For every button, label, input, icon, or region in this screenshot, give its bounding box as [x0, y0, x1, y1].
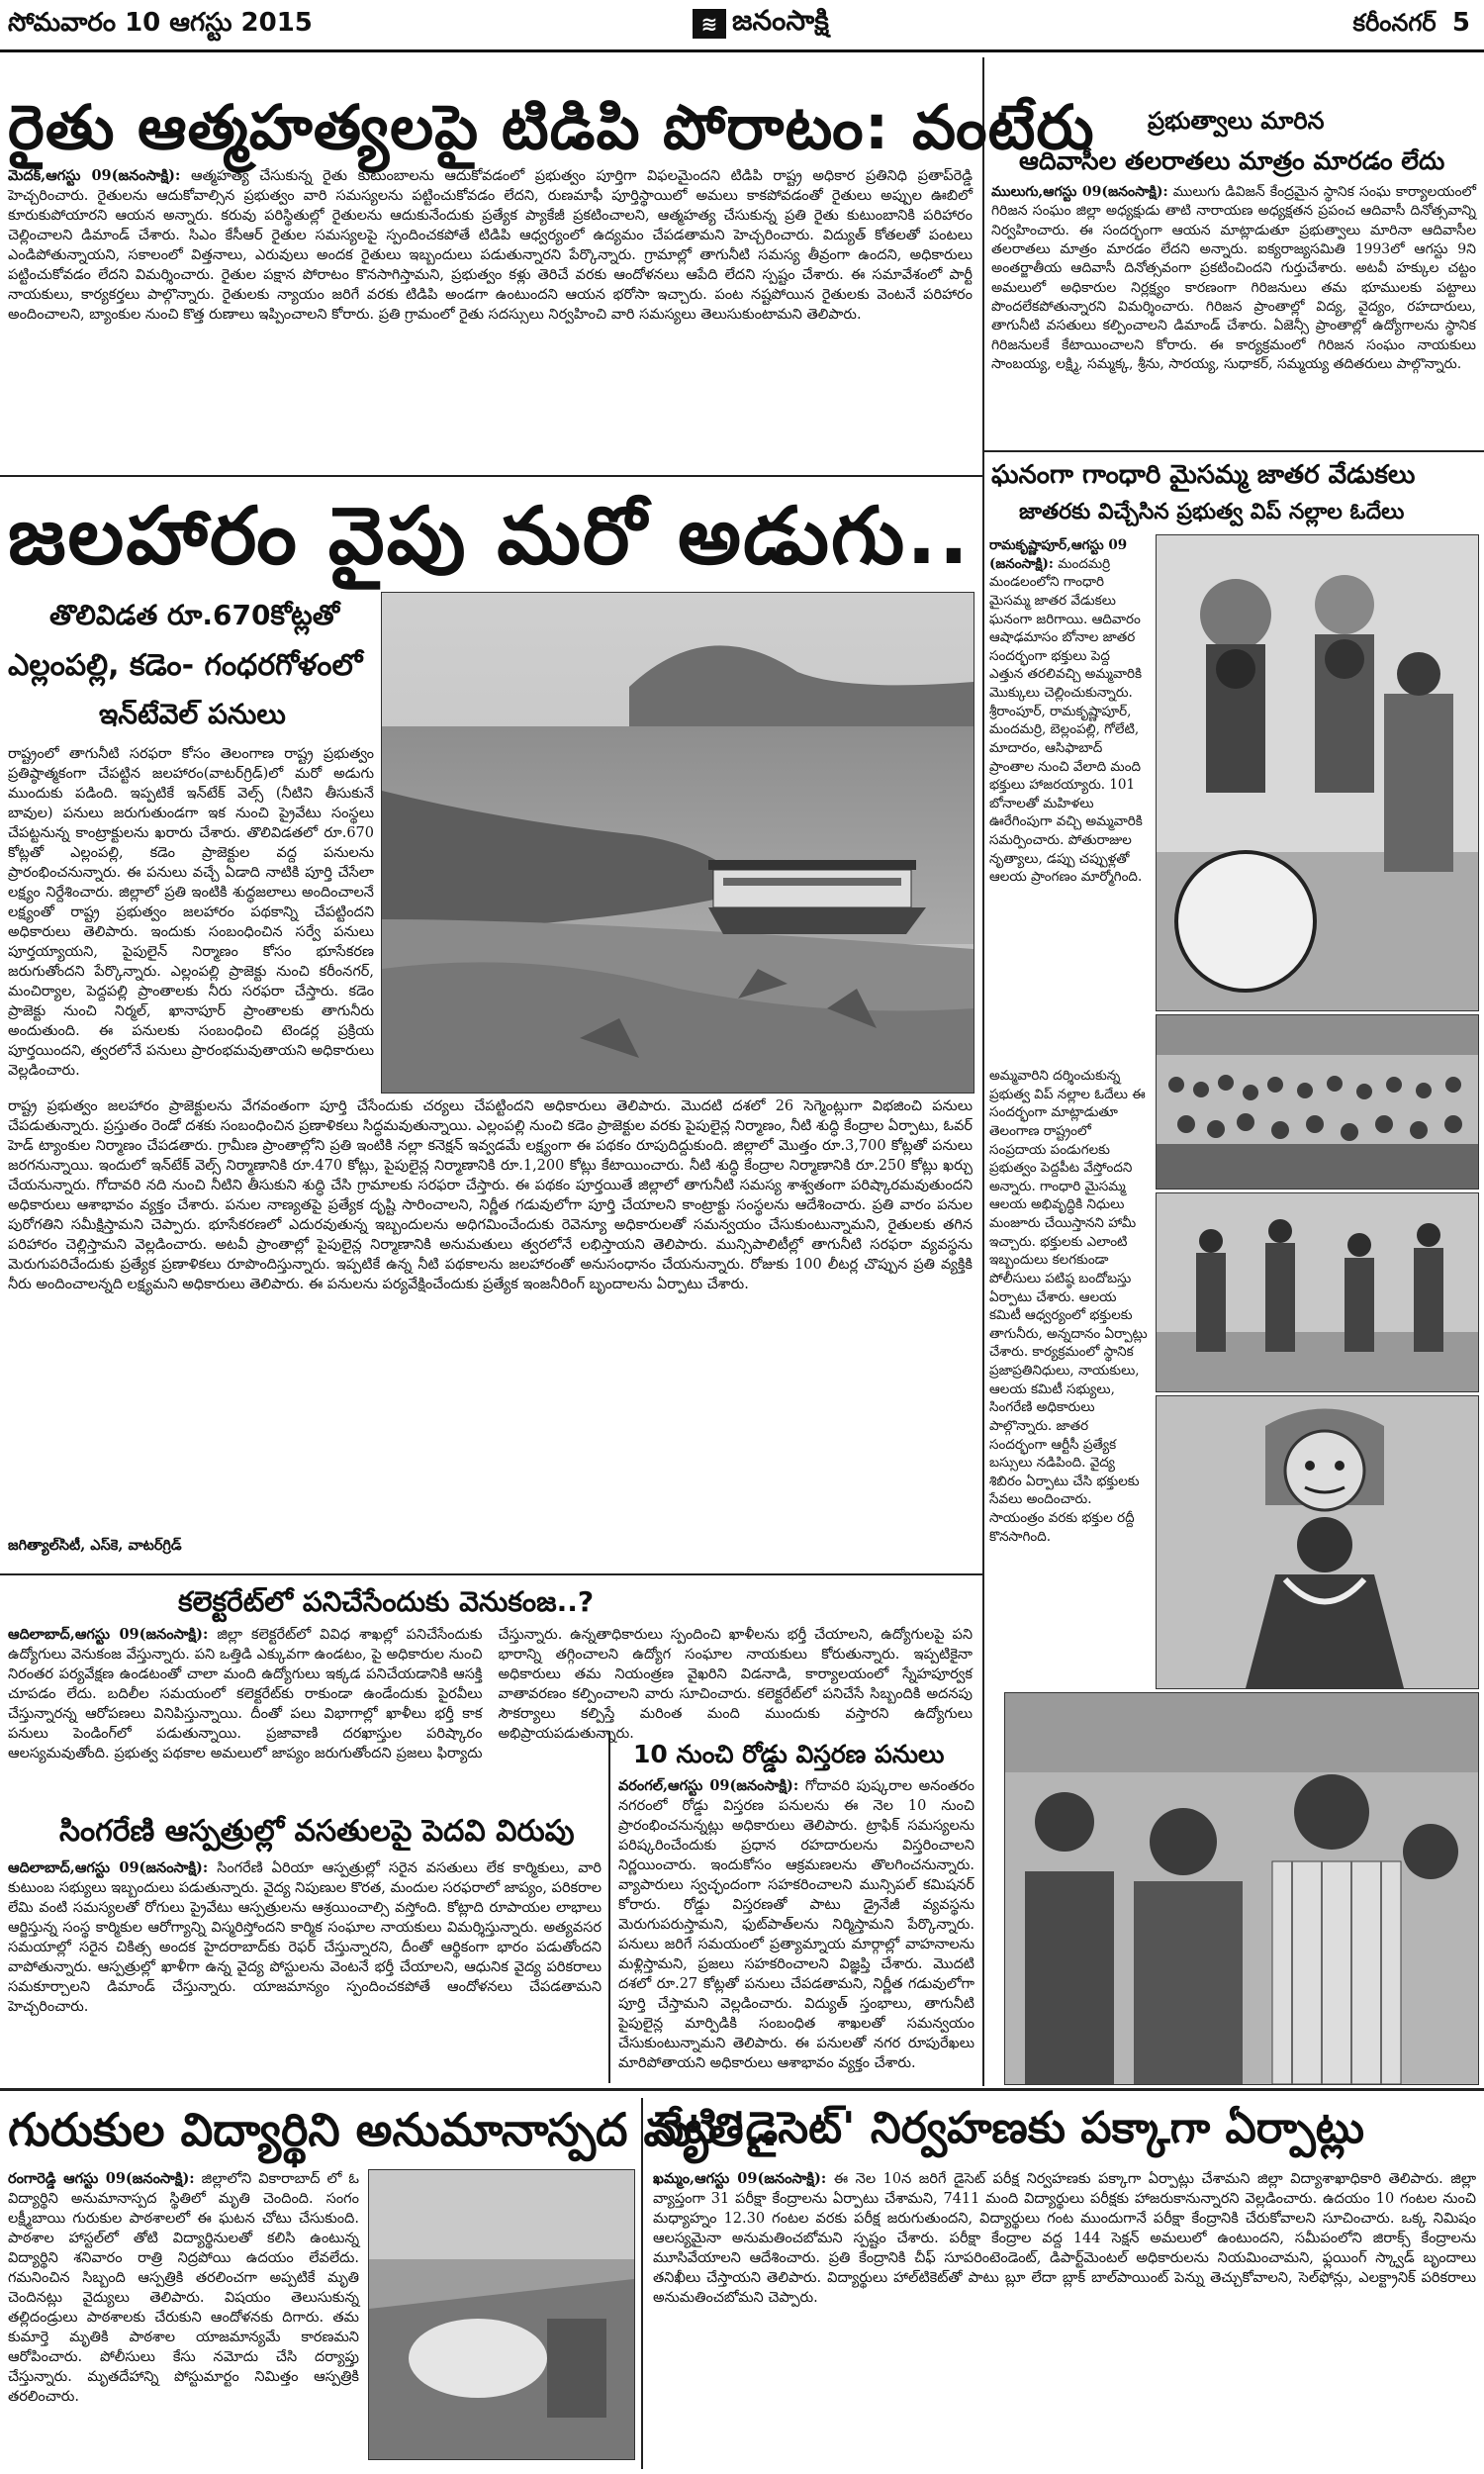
logo-mark-icon: ≋: [693, 9, 726, 39]
adivasi-dateline: ములుగు,ఆగస్టు 09(జనంసాక్షి):: [991, 184, 1168, 200]
header-edition: [1353, 8, 1470, 43]
devotee-with-pot-illustration: [1157, 1396, 1478, 1688]
page-number: 5: [1451, 8, 1470, 38]
jatara-body2: అమ్మవారిని దర్శించుకున్న ప్రభుత్వ విప్ నల్లాల ఓదేలు ఈ సందర్భంగా మాట్లాడుతూ తెలంగాణ రాష్ట్రంలో సంప్రదాయ పండుగలకు ప్రభుత్వం పెద్దపీట వేస్తోందని అన్నారు. గాంధారి మైసమ్మ ఆలయ అభివృద్ధికి నిధులు మంజూరు చేయిస్తానని హామీ ఇచ్చారు. భక్తులకు ఎలాంటి ఇబ్బందులు కలగకుండా పోలీసులు పటిష్ఠ బందోబస్తు ఏర్పాటు చేశారు. ఆలయ కమిటీ ఆధ్వర్యంలో భక్తులకు తాగునీరు, అన్నదానం ఏర్పాట్లు చేశారు. కార్యక్రమంలో స్థానిక ప్రజాప్రతినిధులు, నాయకులు, ఆలయ కమిటీ సభ్యులు, సింగరేణి అధికారులు పాల్గొన్నారు. జాతర సందర్భంగా ఆర్టీసీ ప్రత్యేక బస్సులు నడిపింది. వైద్య శిబిరం ఏర్పాటు చేసి భక్తులకు సేవలు అందించారు. సాయంత్రం వరకు భక్తుల రద్దీ కొనసాగింది.: [989, 1068, 1148, 1545]
adivasi-body: [991, 183, 1476, 445]
collectorate-dateline: ఆదిలాబాద్,ఆగస్టు 09(జనంసాక్షి):: [8, 1626, 209, 1643]
jatara-dateline: రామకృష్ణాపూర్,ఆగస్టు 09 (జనంసాక్షి):: [989, 537, 1128, 572]
gurukula-text: జిల్లాలోని వికారాబాద్ లో ఓ విద్యార్థిని అనుమానాస్పద స్థితిలో మృతి చెందింది. సంగం లక్ష్మీబాయి గురుకుల పాఠశాలలో ఈ ఘటన చోటు చేసుకుంది. పాఠశాల హాస్టల్‌లో తోటి విద్యార్థినులతో కలిసి ఉంటున్న విద్యార్థిని శనివారం రాత్రి నిద్రపోయి ఉదయం లేవలేదు. గమనించిన సిబ్బంది ఆస్పత్రికి తరలించగా అప్పటికే మృతి చెందినట్లు వైద్యులు తెలిపారు. విషయం తెలుసుకున్న తల్లిదండ్రులు పాఠశాలకు చేరుకుని ఆందోళనకు దిగారు. తమ కుమార్తె మృతికి పాఠశాల యాజమాన్యమే కారణమని ఆరోపించారు. పోలీసులు కేసు నమోదు చేసి దర్యాప్తు చేస్తున్నారు. మృతదేహాన్ని పోస్టుమార్టం నిమిత్తం ఆస్పత్రికి తరలించారు.: [8, 2171, 359, 2405]
jatara-headline: ఘనంగా గాంధారి మైసమ్మ జాతర వేడుకలు: [991, 460, 1416, 490]
dietcet-body: [653, 2169, 1476, 2466]
lake-boat-illustration: [382, 593, 974, 1093]
dietcet-dateline: ఖమ్మం,ఆగస్టు 09(జనంసాక్షి):: [653, 2170, 827, 2187]
jatara-text: మందమర్రి మండలంలోని గాంధారి మైసమ్మ జాతర వేడుకలు ఘనంగా జరిగాయి. ఆదివారం ఆషాఢమాసం బోనాల జాతర సందర్భంగా భక్తులు పెద్ద ఎత్తున తరలివచ్చి అమ్మవారికి మొక్కులు చెల్లించుకున్నారు. శ్రీరాంపూర్, రామకృష్ణాపూర్, మందమర్రి, బెల్లంపల్లి, గోలేటి, మాదారం, ఆసిఫాబాద్ ప్రాంతాల నుంచి వేలాది మంది భక్తులు హాజరయ్యారు. 101 బోనాలతో మహిళలు ఊరేగింపుగా వచ్చి అమ్మవారికి సమర్పించారు. పోతురాజుల నృత్యాలు, డప్పు చప్పుళ్లతో ఆలయ ప్రాంగణం మార్మోగింది.: [989, 555, 1143, 886]
singareni-dateline: ఆదిలాబాద్,ఆగస్టు 09(జనంసాక్షి):: [8, 1859, 209, 1876]
blurred-scene-illustration: [369, 2170, 634, 2459]
art1-dateline: మెదక్,ఆగస్టు 09(జనంసాక్షి):: [8, 167, 181, 184]
art1-body: [8, 166, 973, 468]
masthead-logo: [693, 4, 829, 44]
lake-boat-photo: [381, 592, 974, 1094]
singareni-headline: సింగరేణి ఆస్పత్రుల్లో వసతులపై పెదవి విరుపు: [59, 1814, 575, 1849]
jalaharam-body-main: రాష్ట్ర ప్రభుత్వం జలహారం ప్రాజెక్టులను వేగవంతంగా పూర్తి చేసేందుకు చర్యలు చేపట్టిందని అధికారులు తెలిపారు. మొదటి దశలో 26 సెగ్మెంట్లుగా విభజించి పనులు చేపడుతున్నారు. ప్రస్తుతం రెండో దశకు సంబంధించిన ప్రణాళికలు సిద్ధమవుతున్నాయి. ఎల్లంపల్లి నుంచి కడెం ప్రాజెక్టుల వరకు పైపులైన్ల నిర్మాణం, నీటి శుద్ధి కేంద్రాల ఏర్పాటు, ఓవర్ హెడ్ ట్యాంకుల నిర్మాణం చేపడతారు. గ్రామీణ ప్రాంతాల్లోని ప్రతి ఇంటికి నల్లా కనెక్షన్ ఇవ్వడమే లక్ష్యంగా ఈ పథకం రూపుదిద్దుకుంది. జిల్లాలో మొత్తం రూ.3,700 కోట్లతో పనులు జరగనున్నాయి. ఇందులో ఇన్‌టేక్ వెల్స్ నిర్మాణానికి రూ.470 కోట్లు, పైపులైన్ల నిర్మాణానికి రూ.1,200 కోట్లు కేటాయించారు. నీటి శుద్ధి కేంద్రాల నిర్మాణానికి రూ.250 కోట్లు ఖర్చు చేయనున్నారు. గోదావరి నది నుంచి నీటిని తీసుకుని శుద్ధి చేసి గ్రామాలకు సరఫరా చేస్తారు. ఈ పథకం పూర్తయితే జిల్లాలో తాగునీటి సమస్య శాశ్వతంగా పరిష్కారమవుతుందని అధికారులు ఆశాభావం వ్యక్తం చేశారు. పనుల నాణ్యతపై ప్రత్యేక దృష్టి సారించాలని, నిర్ణీత గడువులోగా పూర్తి చేయాలని కాంట్రాక్టు సంస్థలను ఆదేశించారు. ప్రతి వారం పనుల పురోగతిని సమీక్షిస్తామని చెప్పారు. భూసేకరణలో ఎదురవుతున్న ఇబ్బందులను అధిగమించేందుకు రెవెన్యూ అధికారులతో సమన్వయం చేసుకుంటున్నామని, రైతులకు తగిన పరిహారం చెల్లిస్తామని వెల్లడించారు. అటవీ ప్రాంతాల్లో పైపులైన్ల నిర్మాణానికి అనుమతులు త్వరలోనే లభిస్తాయని తెలిపారు. మున్సిపాలిటీల్లో తాగునీటి సరఫరా వ్యవస్థను మెరుగుపరిచేందుకు ప్రత్యేక ప్రణాళికలు రూపొందిస్తున్నారు. ఇప్పటికే ఉన్న నీటి పథకాలను జలహారంతో అనుసంధానం చేయనున్నారు. రోజుకు 100 లీటర్ల చొప్పున ప్రతి వ్యక్తికి నీరు అందించాలన్నది లక్ష్యమని అధికారులు తెలిపారు. ఈ పనులను పర్యవేక్షించేందుకు ప్రత్యేక ఇంజనీరింగ్ బృందాలను ఏర్పాటు చేశారు.: [8, 1098, 973, 1292]
jalaharam-sub1: తొలివిడత రూ.670కోట్లతో: [49, 599, 340, 631]
collectorate-text: జిల్లా కలెక్టరేట్‌లో వివిధ శాఖల్లో పనిచేసేందుకు ఉద్యోగులు వెనుకంజ వేస్తున్నారు. పని ఒత్తిడి ఎక్కువగా ఉండటం, పై అధికారుల నుంచి నిరంతర పర్యవేక్షణ ఉండటంతో చాలా మంది ఉద్యోగులు ఇక్కడ పనిచేయడానికి ఆసక్తి చూపడం లేదు. బదిలీల సమయంలో కలెక్టరేట్‌కు రాకుండా ఉండేందుకు పైరవీలు చేస్తున్నారన్న ఆరోపణలు వినిపిస్తున్నాయి. దీంతో పలు విభాగాల్లో ఖాళీలు భర్తీ కాక పనులు పెండింగ్‌లో పడుతున్నాయి. ప్రజావాణి దరఖాస్తుల పరిష్కారం ఆలస్యమవుతోంది. ప్రభుత్వ పథకాల అమలులో జాప్యం జరుగుతోందని ప్రజలు ఫిర్యాదు చేస్తున్నారు. ఉన్నతాధికారులు స్పందించి ఖాళీలను భర్తీ చేయాలని, ఉద్యోగులపై పని భారాన్ని తగ్గించాలని ఉద్యోగ సంఘాల నాయకులు కోరుతున్నారు. ఇప్పటికైనా అధికారులు తమ నియంత్రణ వైఖరిని విడనాడి, కార్యాలయంలో స్నేహపూర్వక వాతావరణం కల్పించాలని వారు సూచించారు. కలెక్టరేట్‌లో పనిచేసే సిబ్బందికి అదనపు సౌకర్యాలు కల్పిస్తే మరింత మంది ముందుకు వస్తారని ఉద్యోగులు అభిప్రాయపడుతున్నారు.: [8, 1627, 973, 1761]
header-date: సోమవారం 10 ఆగస్టు 2015: [8, 8, 313, 38]
rule-below-adivasi: [984, 450, 1484, 452]
dietcet-text: ఈ నెల 10న జరిగే డైసెట్ పరీక్ష నిర్వహణకు పక్కాగా ఏర్పాట్లు చేశామని జిల్లా విద్యాశాఖాధికారి తెలిపారు. జిల్లా వ్యాప్తంగా 31 పరీక్షా కేంద్రాలను ఏర్పాటు చేశామని, 7411 మంది విద్యార్థులు పరీక్షకు హాజరుకానున్నారని వెల్లడించారు. ఉదయం 10 గంటల నుంచి మధ్యాహ్నం 12.30 గంటల వరకు పరీక్ష జరుగుతుందని, విద్యార్థులు గంట ముందుగానే పరీక్షా కేంద్రానికి చేరుకోవాలని సూచించారు. ఒక్క నిమిషం ఆలస్యమైనా అనుమతించబోమని స్పష్టం చేశారు. పరీక్షా కేంద్రాల వద్ద 144 సెక్షన్ అమలులో ఉంటుందని, సమీపంలోని జిరాక్స్ కేంద్రాలను మూసివేయాలని ఆదేశించారు. ప్రతి కేంద్రానికి చీఫ్ సూపరింటెండెంట్, డిపార్ట్‌మెంటల్ అధికారులను నియమించామని, ఫ్లయింగ్ స్క్వాడ్ బృందాలు తనిఖీలు చేస్తాయని తెలిపారు. విద్యార్థులు హాల్‌టికెట్‌తో పాటు బ్లూ లేదా బ్లాక్ బాల్‌పాయింట్ పెన్ను తెచ్చుకోవాలని, సెల్‌ఫోన్లు, ఎలక్ట్రానిక్ పరికరాలు అనుమతించబోమని చెప్పారు.: [653, 2171, 1477, 2306]
gurukula-body: [8, 2169, 359, 2466]
column-rule-right: [982, 57, 984, 2086]
jatara-photo-devotee: [1156, 1395, 1479, 1689]
gurukula-headline: గురుకుల విద్యార్థిని అనుమానాస్పద మృతి..: [8, 2103, 779, 2156]
rule-above-bottom: [0, 2088, 1484, 2091]
gurukula-dateline: రంగారెడ్డి ఆగస్టు 09(జనంసాక్షి):: [8, 2170, 195, 2187]
singareni-text: సింగరేణి ఏరియా ఆస్పత్రుల్లో సరైన వసతులు లేక కార్మికులు, వారి కుటుంబ సభ్యులు ఇబ్బందులు పడుతున్నారు. వైద్య నిపుణుల కొరత, మందుల సరఫరాలో జాప్యం, పరికరాల లేమి వంటి సమస్యలతో రోగులు ప్రైవేటు ఆస్పత్రులను ఆశ్రయించాల్సి వస్తోంది. కోట్లాది రూపాయల లాభాలు ఆర్జిస్తున్న సంస్థ కార్మికుల ఆరోగ్యాన్ని విస్మరిస్తోందని కార్మిక సంఘాల నాయకులు విమర్శిస్తున్నారు. అత్యవసర సమయాల్లో సరైన చికిత్స అందక హైదరాబాద్‌కు రెఫర్ చేస్తున్నారని, దీంతో ఆర్థికంగా భారం పడుతోందని వాపోతున్నారు. ఆస్పత్రుల్లో ఖాళీగా ఉన్న వైద్య పోస్టులను వెంటనే భర్తీ చేయాలని, ఆధునిక వైద్య పరికరాలు సమకూర్చాలని డిమాండ్ చేస్తున్నారు. యాజమాన్యం స్పందించకపోతే ఆందోళనలు చేపడతామని హెచ్చరించారు.: [8, 1860, 602, 2015]
jatara-sub: జాతరకు విచ్చేసిన ప్రభుత్వ విప్ నల్లాల ఓదేలు: [1019, 500, 1405, 524]
adivasi-headline: ఆదివాసీల తలరాతలు మాత్రం మారడం లేదు: [1019, 146, 1445, 175]
jalaharam-body-left: రాష్ట్రంలో తాగునీటి సరఫరా కోసం తెలంగాణ రాష్ట్ర ప్రభుత్వం ప్రతిష్ఠాత్మకంగా చేపట్టిన జలహారం(వాటర్‌గ్రిడ్)లో మరో అడుగు ముందుకు పడింది. ఇప్పటికే ఇన్‌టేక్ వెల్స్ (నీటిని తీసుకునే బావుల) పనులు జరుగుతుండగా ఇక నుంచి ప్రైవేటు సంస్థలు చేపట్టనున్న కాంట్రాక్టులను ఖరారు చేశారు. తొలివిడతలో రూ.670 కోట్లతో ఎల్లంపల్లి, కడెం ప్రాజెక్టుల వద్ద పనులను ప్రారంభించనున్నారు. ఈ పనులు వచ్చే ఏడాది నాటికి పూర్తి చేసేలా లక్ష్యం నిర్దేశించారు. జిల్లాలో ప్రతి ఇంటికి శుద్ధజలాలు అందించాలనే లక్ష్యంతో రాష్ట్ర ప్రభుత్వం జలహారం పథకాన్ని చేపట్టిందని అధికారులు తెలిపారు. ఇందుకు సంబంధించిన సర్వే పనులు పూర్తయ్యాయని, పైపులైన్ నిర్మాణం కోసం భూసేకరణ జరుగుతోందని పేర్కొన్నారు. ఎల్లంపల్లి ప్రాజెక్టు నుంచి కరీంనగర్, మంచిర్యాల, పెద్దపల్లి ప్రాంతాలకు నీరు సరఫరా చేస్తారు. కడెం ప్రాజెక్టు నుంచి నిర్మల్, ఖానాపూర్ ప్రాంతాలకు తాగునీరు అందుతుంది. ఈ పనులకు సంబంధించి టెండర్ల ప్రక్రియ పూర్తయిందని, త్వరలోనే పనులు ప్రారంభమవుతాయని అధికారులు వెల్లడించారు.: [8, 746, 374, 1079]
vip-crowd-illustration: [1005, 1693, 1478, 2084]
edition-name: కరీంనగర్: [1352, 9, 1437, 37]
crowd-illustration: [1157, 1015, 1478, 1189]
jatara-photo-vip: [1004, 1692, 1479, 2085]
page-header: [0, 0, 1484, 52]
rule-below-jalaharam: [0, 1573, 982, 1575]
dietcet-headline: నేటి 'డైసెట్' నిర్వహణకు పక్కాగా ఏర్పాట్లు: [653, 2103, 1364, 2153]
road-text: గోదావరి పుష్కరాల అనంతరం నగరంలో రోడ్డు విస్తరణ పనులను ఈ నెల 10 నుంచి ప్రారంభించనున్నట్లు అధికారులు తెలిపారు. ట్రాఫిక్ సమస్యలను పరిష్కరించేందుకు ప్రధాన రహదారులను విస్తరించాలని నిర్ణయించారు. ఇందుకోసం ఆక్రమణలను తొలగించనున్నారు. వ్యాపారులు స్వచ్ఛందంగా సహకరించాలని మున్సిపల్ కమిషనర్ కోరారు. రోడ్డు విస్తరణతో పాటు డ్రైనేజీ వ్యవస్థను మెరుగుపరుస్తామని, ఫుట్‌పాత్‌లను నిర్మిస్తామని పేర్కొన్నారు. పనులు జరిగే సమయంలో ప్రత్యామ్నాయ మార్గాల్లో వాహనాలను మళ్లిస్తామని, ప్రజలు సహకరించాలని విజ్ఞప్తి చేశారు. మొదటి దశలో రూ.27 కోట్లతో పనులు చేపడతామని, నిర్ణీత గడువులోగా పూర్తి చేస్తామని వెల్లడించారు. విద్యుత్ స్తంభాలు, తాగునీటి పైపులైన్ల మార్పిడికి సంబంధిత శాఖలతో సమన్వయం చేసుకుంటున్నామని తెలిపారు. ఈ పనులతో నగర రూపురేఖలు మారిపోతాయని అధికారులు ఆశాభావం వ్యక్తం చేశారు.: [618, 1778, 974, 2071]
adivasi-text: ములుగు డివిజన్ కేంద్రమైన స్థానిక సంఘ కార్యాలయంలో గిరిజన సంఘం జిల్లా అధ్యక్షుడు తాటి నారాయణ అధ్యక్షతన ప్రపంచ ఆదివాసీ దినోత్సవాన్ని నిర్వహించారు. ఈ సందర్భంగా ఆయన మాట్లాడుతూ ప్రభుత్వాలు మారినా ఆదివాసీల తలరాతలు మాత్రం మారడం లేదని అన్నారు. ఐక్యరాజ్యసమితి 1993లో ఆగస్టు 9ని అంతర్జాతీయ ఆదివాసీ దినోత్సవంగా ప్రకటించిందని గుర్తుచేశారు. అటవీ హక్కుల చట్టం అమలులో అధికారుల నిర్లక్ష్యం కారణంగా గిరిజనులు తమ భూములకు పట్టాలు పొందలేకపోతున్నారని విమర్శించారు. గిరిజన ప్రాంతాల్లో విద్య, వైద్యం, రహదారులు, తాగునీటి వసతులు కల్పించాలని డిమాండ్ చేశారు. ఏజెన్సీ ప్రాంతాల్లో ఉద్యోగాలను స్థానిక గిరిజనులకే కేటాయించాలని కోరారు. ఈ కార్యక్రమంలో గిరిజన సంఘం నాయకులు సాంబయ్య, లక్ష్మి, సమ్మక్క, శ్రీను, సారయ్య, సుధాకర్, సమ్మయ్య తదితరులు పాల్గొన్నారు.: [991, 184, 1476, 372]
rule-below-art1: [0, 475, 982, 477]
art1-headline: రైతు ఆత్మహత్యలపై టిడిపి పోరాటం: వంటేరు: [8, 91, 1095, 163]
gurukula-photo: [368, 2169, 635, 2460]
adivasi-kicker: ప్రభుత్వాలు మారిన: [1148, 107, 1325, 135]
paper-name: జనంసాక్షి: [732, 4, 829, 37]
jalaharam-credit: జగిత్యాల్‌సిటీ, ఎస్‌కె, వాటర్‌గ్రిడ్: [8, 1537, 182, 1554]
road-body: [618, 1776, 974, 2085]
jatara-photo-crowd: [1156, 1014, 1479, 1189]
bonalu-procession-illustration: [1157, 535, 1478, 1010]
collectorate-headline: కలెక్టరేట్‌లో పనిచేసేందుకు వెనుకంజ..?: [178, 1585, 595, 1618]
road-dateline: వరంగల్,ఆగస్టు 09(జనంసాక్షి):: [618, 1777, 799, 1794]
art1-text: ఆత్మహత్య చేసుకున్న రైతు కుటుంబాలను ఆదుకోవడంలో ప్రభుత్వం పూర్తిగా విఫలమైందని టిడిపి రాష్ట్ర అధికార ప్రతినిధి ప్రతాప్‌రెడ్డి హెచ్చరించారు. రైతులను ఆదుకోవాల్సిన ప్రభుత్వం వారి సమస్యలను పట్టించుకోవడం లేదని, రుణమాఫీ పూర్తిస్థాయిలో అమలు కాకపోవడంతో రైతులు అప్పుల ఊబిలో కూరుకుపోయారని ఆయన అన్నారు. కరువు పరిస్థితుల్లో రైతులను ఆదుకునేందుకు ప్రత్యేక ప్యాకేజీ ప్రకటించాలని, ఆత్మహత్య చేసుకున్న ప్రతి రైతు కుటుంబానికి పరిహారం చెల్లించాలని డిమాండ్ చేశారు. సిఎం కేసీఆర్ రైతుల సమస్యలపై స్పందించకపోతే టిడిపి ఆధ్వర్యంలో ఉద్యమం చేపడతామని హెచ్చరించారు. విద్యుత్ కోతలతో పంటలు ఎండిపోతున్నాయని, సకాలంలో విత్తనాలు, ఎరువులు అందక రైతులు ఇబ్బందులు పడుతున్నారని పేర్కొన్నారు. గ్రామాల్లో తాగునీటి సమస్య తీవ్రంగా ఉందని, అధికారులు పట్టించుకోవడం లేదని విమర్శించారు. రైతుల పక్షాన పోరాటం కొనసాగిస్తామని, ప్రభుత్వం కళ్లు తెరిచే వరకు ఆందోళనలు ఆపేది లేదని స్పష్టం చేశారు. ఈ సమావేశంలో పార్టీ నాయకులు, కార్యకర్తలు పాల్గొన్నారు. రైతులకు న్యాయం జరిగే వరకు టిడిపి అండగా ఉంటుందని ఆయన భరోసా ఇచ్చారు. పంట నష్టపోయిన రైతులకు వెంటనే పరిహారం అందించాలని, బ్యాంకుల నుంచి కొత్త రుణాలు ఇప్పించాలని కోరారు. ప్రతి గ్రామంలో రైతు సదస్సులు నిర్వహించి వారి సమస్యలు తెలుసుకుంటామని తెలిపారు.: [8, 168, 973, 323]
jalaharam-sub3: ఇన్‌టేవెల్ పనులు: [99, 698, 286, 730]
road-headline: 10 నుంచి రోడ్డు విస్తరణ పనులు: [633, 1740, 945, 1768]
jatara-body: [989, 536, 1148, 1061]
jatara-photo-group: [1156, 1192, 1479, 1392]
group-illustration: [1157, 1193, 1478, 1391]
singareni-body: [8, 1858, 602, 2084]
jalaharam-headline: జలహారం వైపు మరో అడుగు..: [8, 490, 971, 582]
jatara-photo-bonalu: [1156, 534, 1479, 1011]
jalaharam-sub2: ఎల్లంపల్లి, కడెం- గంధరగోళంలో: [8, 648, 363, 683]
